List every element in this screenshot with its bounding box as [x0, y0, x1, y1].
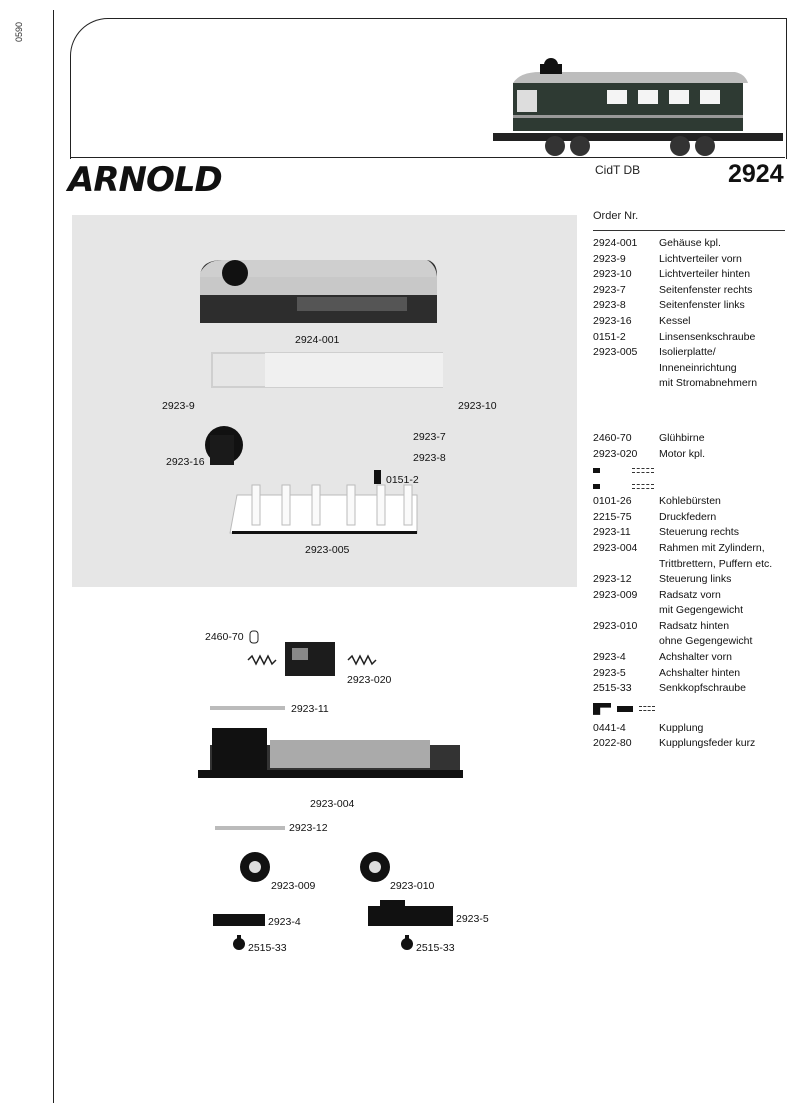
coupling-icon-2 — [617, 706, 633, 712]
parts-row — [593, 494, 793, 510]
part-number: 0151-2 — [593, 330, 626, 343]
parts-row — [593, 721, 793, 737]
parts-row — [593, 314, 793, 330]
part-description: Linsensenkschraube — [659, 330, 756, 343]
part-number: 2923-16 — [593, 314, 632, 327]
label-2515-33-right: 2515-33 — [416, 942, 455, 954]
spring-icon — [632, 468, 654, 473]
brand-logo: ARNOLD — [68, 160, 222, 200]
coupling-spring-icon — [639, 706, 655, 711]
parts-row — [593, 252, 793, 268]
label-2923-10: 2923-10 — [458, 400, 497, 412]
part-number: 2515-33 — [593, 682, 632, 695]
railcar-drawing — [493, 58, 783, 156]
parts-row — [593, 572, 793, 588]
part-number: 2923-4 — [593, 651, 626, 664]
parts-row — [593, 525, 793, 541]
part-description: Achshalter vorn — [659, 651, 732, 664]
part-description: Glühbirne — [659, 431, 705, 444]
label-2923-004: 2923-004 — [310, 798, 355, 810]
part-description: Radsatz hinten ohne Gegengewicht — [659, 619, 753, 648]
part-description: Rahmen mit Zylindern, Trittbrettern, Puffern etc. — [659, 541, 773, 570]
label-2923-020: 2923-020 — [347, 674, 392, 686]
label-2923-16: 2923-16 — [166, 456, 205, 468]
part-description: Seitenfenster rechts — [659, 283, 753, 296]
label-2923-8: 2923-8 — [413, 452, 446, 464]
part-description: Gehäuse kpl. — [659, 237, 721, 249]
part-number: 0101-26 — [593, 495, 632, 508]
parts-row — [593, 619, 793, 650]
part-number: 2923-004 — [593, 541, 638, 554]
part-description: Isolierplatte/ Inneneinrichtung mit Stromabnehmern — [659, 346, 758, 390]
parts-row — [593, 345, 793, 392]
label-2923-009: 2923-009 — [271, 880, 316, 892]
label-2923-4: 2923-4 — [268, 916, 301, 928]
part-number: 2923-12 — [593, 573, 632, 586]
part-description: Kupplung — [659, 721, 704, 734]
parts-row — [593, 588, 793, 619]
parts-row — [593, 447, 793, 463]
parts-list — [593, 236, 793, 752]
part-number: 2923-11 — [593, 526, 631, 539]
parts-row — [593, 330, 793, 346]
part-number: 2924-001 — [593, 237, 638, 249]
label-2923-005: 2923-005 — [305, 544, 350, 556]
parts-row — [593, 283, 793, 299]
carbon-brush-icon — [593, 484, 600, 489]
label-2924-001: 2924-001 — [295, 334, 340, 346]
parts-row — [593, 431, 793, 447]
part-number: 0441-4 — [593, 721, 626, 734]
parts-row — [593, 236, 793, 252]
part-number: 2923-020 — [593, 447, 638, 460]
parts-row — [593, 666, 793, 682]
parts-row — [593, 267, 793, 283]
part-description: Achshalter hinten — [659, 666, 741, 679]
part-description: Kupplungsfeder kurz — [659, 737, 756, 750]
label-2515-33-left: 2515-33 — [248, 942, 287, 954]
coupling-icons-row — [593, 697, 793, 721]
part-description: Lichtverteiler hinten — [659, 268, 751, 281]
part-number: 2923-005 — [593, 346, 638, 359]
part-description: Druckfedern — [659, 510, 717, 523]
part-description: Kohlebürsten — [659, 495, 721, 508]
brush-spring-icons-row — [593, 462, 793, 478]
part-number: 2923-8 — [593, 299, 626, 312]
part-number: 2923-10 — [593, 268, 632, 281]
brush-spring-icons-row-2 — [593, 478, 793, 494]
label-2923-12: 2923-12 — [289, 822, 328, 834]
spring-icon — [632, 484, 654, 489]
part-number: 2923-9 — [593, 252, 626, 265]
label-2923-11: 2923-11 — [291, 703, 329, 715]
margin-line — [53, 10, 54, 1103]
parts-row — [593, 298, 793, 314]
model-name: CidT DB — [595, 163, 641, 177]
label-2923-010: 2923-010 — [390, 880, 435, 892]
part-description: Steuerung links — [659, 573, 732, 586]
exploded-view-photo — [72, 215, 577, 587]
parts-row — [593, 681, 793, 697]
part-description: Motor kpl. — [659, 447, 706, 460]
label-2923-9: 2923-9 — [162, 400, 195, 412]
part-description: Radsatz vorn mit Gegengewicht — [659, 588, 744, 617]
label-2923-7: 2923-7 — [413, 431, 446, 443]
parts-row — [593, 736, 793, 752]
label-2460-70: 2460-70 — [205, 631, 244, 643]
order-number-heading: Order Nr. — [593, 210, 639, 222]
parts-row — [593, 510, 793, 526]
label-0151-2: 0151-2 — [386, 474, 419, 486]
part-number: 2923-7 — [593, 283, 626, 296]
parts-row — [593, 541, 793, 572]
part-number: 2923-010 — [593, 619, 638, 632]
carbon-brush-icon — [593, 468, 600, 473]
part-description: Steuerung rechts — [659, 526, 739, 539]
part-number: 2923-009 — [593, 588, 638, 601]
part-number: 2460-70 — [593, 431, 632, 444]
part-description: Seitenfenster links — [659, 299, 745, 312]
body-parts-illustration — [72, 215, 577, 587]
coupling-icon — [593, 703, 611, 715]
part-number: 2022-80 — [593, 737, 632, 750]
part-number: 2923-5 — [593, 666, 626, 679]
part-description: Senkkopfschraube — [659, 682, 746, 695]
parts-row — [593, 650, 793, 666]
page-code: 0590 — [14, 21, 24, 42]
order-rule — [593, 230, 785, 231]
model-number: 2924 — [728, 160, 784, 188]
railcar-illustration — [0, 0, 800, 160]
part-number: 2215-75 — [593, 510, 632, 523]
part-description: Kessel — [659, 314, 691, 327]
label-2923-5: 2923-5 — [456, 913, 489, 925]
part-description: Lichtverteiler vorn — [659, 252, 742, 265]
